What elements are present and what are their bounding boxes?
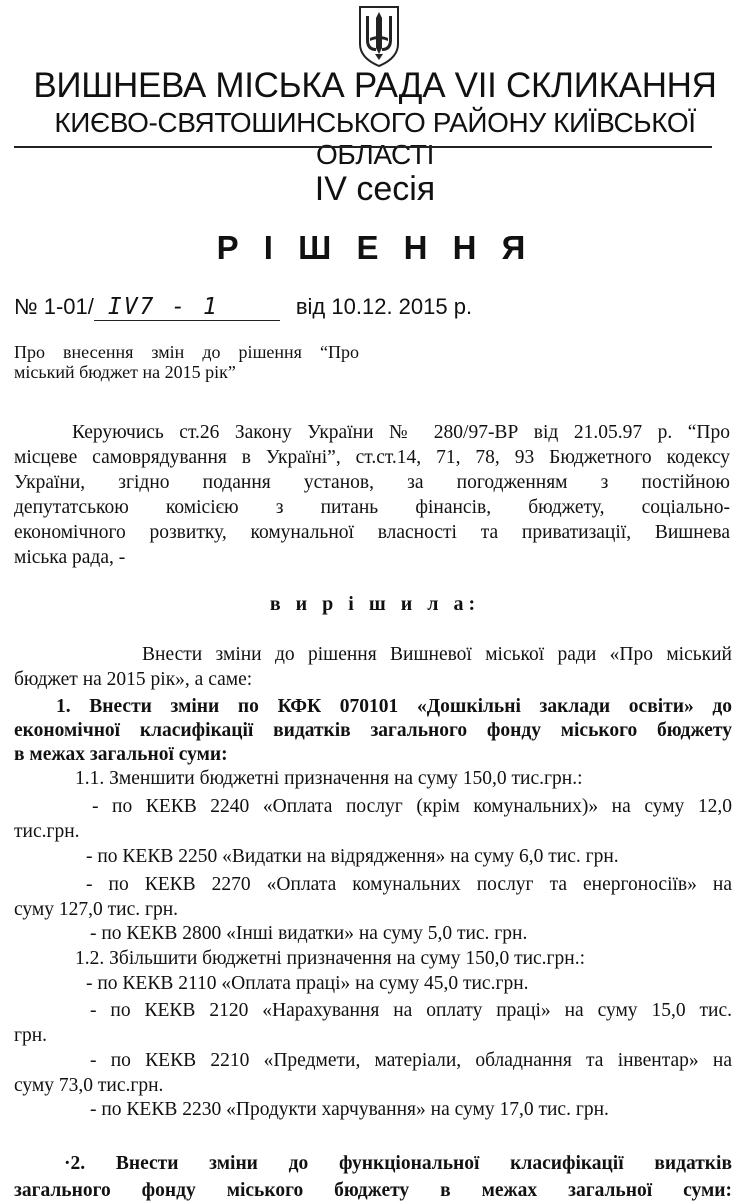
preamble-line: України, згідно подання установ, за погодженням з постійною [14, 472, 730, 493]
kekv-2120-line [14, 998, 732, 1048]
item-1-line: 1. Внести зміни по КФК 070101 «Дошкільні заклади освіти» до [56, 696, 732, 717]
resolved-heading: в и р і ш и л а: [269, 593, 481, 615]
kekv-2250-line: - по КЕКВ 2250 «Видатки на відрядження» на суму 6,0 тис. грн. [86, 846, 619, 867]
subitem-1-2: 1.2. Збільшити бюджетні призначення на суму 150,0 тис.грн.: [75, 948, 586, 969]
council-title: ВИШНЕВА МІСЬКА РАДА VII СКЛИКАННЯ [33, 66, 717, 105]
subject-line: міський бюджет на 2015 рік” [14, 362, 236, 382]
kekv-line: - по КЕКВ 2240 «Оплата послуг (крім комунальних)» на суму 12,0 [92, 796, 732, 817]
kekv-2800-line: - по КЕКВ 2800 «Інші видатки» на суму 5,0 тис. грн. [90, 923, 528, 944]
kekv-2230-line: - по КЕКВ 2230 «Продукти харчування» на суму 17,0 тис. грн. [90, 1099, 609, 1120]
kekv-line: - по КЕКВ 2120 «Нарахування на оплату праці» на суму 15,0 тис. [90, 1000, 732, 1021]
header-divider [14, 146, 712, 148]
kekv-line: грн. [14, 1025, 48, 1046]
preamble-line: міська рада, - [14, 547, 126, 568]
decision-subject [14, 342, 359, 382]
preamble-line: місцеве самоврядування в Україні”, ст.ст.14, 71, 78, 93 Бюджетного кодексу [14, 447, 730, 468]
item-2-heading [14, 1150, 732, 1204]
council-subtitle: КИЄВО-СВЯТОШИНСЬКОГО РАЙОНУ КИЇВСЬКОЇ ОБЛАСТІ [54, 107, 696, 170]
intro-line: Внести зміни до рішення Вишневої міської ради «Про міський [142, 644, 732, 665]
decision-number-line [14, 294, 472, 321]
kekv-line: - по КЕКВ 2210 «Предмети, матеріали, обладнання та інвентар» на [90, 1050, 732, 1071]
kekv-2240-line [14, 794, 732, 844]
intro-line: бюджет на 2015 рік», а саме: [14, 669, 253, 690]
kekv-2210-line [14, 1048, 732, 1098]
item-1-heading [14, 695, 732, 767]
kekv-line: суму 73,0 тис.грн. [14, 1075, 164, 1096]
preamble-line: депутатською комісією з питань фінансів, бюджету, соціально- [14, 497, 730, 518]
preamble-line: економічного розвитку, комунальної власності та приватизації, Вишнева [14, 522, 730, 543]
kekv-line: - по КЕКВ 2270 «Оплата комунальних послуг та енергоносіїв» на [86, 874, 732, 895]
subitem-1-1: 1.1. Зменшити бюджетні призначення на суму 150,0 тис.грн.: [75, 768, 583, 789]
preamble-line: Керуючись ст.26 Закону України № 280/97-ВР від 21.05.97 р. “Про [72, 422, 730, 443]
decision-number-prefix: № 1-01/ [14, 294, 94, 319]
decision-date: від 10.12. 2015 р. [295, 294, 473, 319]
preamble-paragraph [14, 420, 730, 570]
item-2-line: загального фонду міського бюджету в межах загальної суми: [14, 1180, 732, 1201]
kekv-line: суму 127,0 тис. грн. [14, 899, 179, 920]
item-1-line: економічної класифікації видатків загального фонду міського бюджету [14, 720, 732, 741]
session-label: IV сесія [314, 170, 436, 208]
kekv-2110-line: - по КЕКВ 2110 «Оплата праці» на суму 45,0 тис.грн. [86, 973, 529, 994]
subject-line: Про внесення змін до рішення “Про [14, 342, 359, 362]
intro-paragraph [14, 642, 732, 692]
document-type-title: Р І Ш Е Н Н Я [216, 229, 534, 266]
kekv-line: тис.грн. [14, 821, 80, 842]
item-2-line: ·2. Внести зміни до функціональної класифікації видатків [64, 1153, 732, 1174]
decision-number-handwritten: IV7 - 1 [94, 294, 280, 321]
tryzub-coat-of-arms-icon [356, 4, 402, 68]
item-1-line: в межах загальної суми: [14, 744, 228, 765]
kekv-2270-line [14, 872, 732, 922]
